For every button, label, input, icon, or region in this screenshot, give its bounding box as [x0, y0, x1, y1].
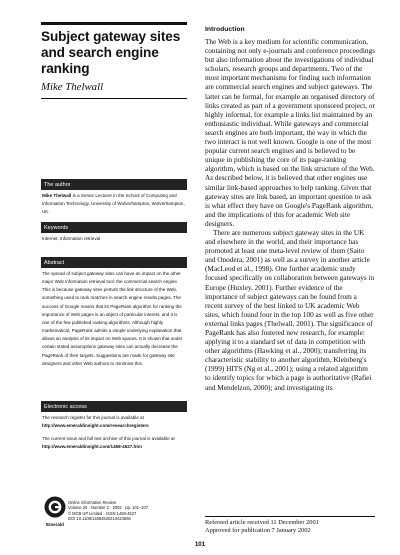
keywords-text: Internet, Information retrieval: [42, 236, 101, 241]
archive-link[interactable]: http://www.emeraldinsight.com/1468-4527.htm: [42, 444, 142, 450]
title-divider: [41, 98, 187, 99]
refereeing-approved: Approved for publication 7 January 2002: [205, 526, 311, 534]
electronic-access-section: [41, 401, 187, 452]
introduction-heading: Introduction: [205, 26, 245, 33]
footer-journal: Online Information Review: [68, 500, 117, 505]
introduction-paragraph-2: There are numerous subject gateway sites in the UK and elsewhere in the world, and their importance has promoted at least one meta-level review of them (Saito and Onodera, 2001) as well as a survey in another article (MacLeod et al., 1998). One further academic study focused specifically on collaboration between gateways in Europe (Huxley, 2001). Further evidence of the importance of subject gateways can be found from a recent survey of the best linked to UK academic Web sites, which found four in the top 100 as well as five other external links pages (Thelwall, 2001). The significance of PageRank has also fostered new research, for example: applying it to a standard set of data in competition with other algorithms (Hawking et al., 2000); transferring its characteristic stability to another algorithm, Kleinberg's (1999) HITS (Ng et al., 2001); using a related algorithm to identify topics for which a page is authoritative (Rafiei and Mendelzon, 2000); and investigating its: [205, 228, 375, 392]
keywords-heading: Keywords: [41, 222, 187, 233]
abstract-section: [41, 257, 187, 368]
journal-footer: [68, 500, 188, 522]
main-column: [205, 26, 375, 393]
title-block: [41, 22, 187, 99]
footer-volume: Volume 26 · Number 2 · 2002 · pp. 101–107: [68, 505, 149, 511]
author-section-heading: The author: [41, 179, 187, 190]
emerald-logo: [44, 495, 66, 533]
top-rule: [41, 22, 187, 25]
author-section: [41, 179, 187, 216]
emerald-logo-word: Emerald: [46, 522, 64, 527]
refereeing-note: [205, 519, 375, 534]
abstract-text: The spread of subject gateway sites can have an impact on the other major Web information retrieval tool: the commercial search engine. This is because gateway sites perturb the link structure of the Web, something used to rank matches in search engine results pages. The success of Google means that its PageRank algorithm for ranking the importance of Web pages is an object of particular interest, and it is one of the few published ranking algorithms. Although highly mathematical, PageRank admits a simple underlying explanation that allows an analysis of its impact on Web spaces. It is shown that under certain stated assumptions gateway sites can actually decrease the PageRank of their targets. Suggestions are made for gateway site designers and other Web authors to minimise this.: [42, 271, 183, 366]
footer-doi: DOI 10.1108/14684520210424566: [68, 516, 131, 522]
author-bio-text: is a Senior Lecturer in the School of Computing and Information Technology, University of Wolverhampton, Wolverhampton, UK.: [42, 193, 185, 215]
footer-copyright: © MCB UP Limited · ISSN 1468-4527: [68, 510, 137, 516]
research-register-text: The research register for this journal is available at: [42, 415, 144, 420]
refereeing-divider: [205, 516, 375, 517]
refereeing-received: Refereed article received 11 December 2001: [205, 519, 319, 526]
introduction-body: [205, 38, 375, 393]
keywords-section: [41, 222, 187, 243]
research-register-link[interactable]: http://www.emeraldinsight.com/researchregisters: [42, 423, 149, 429]
introduction-paragraph-1: The Web is a key medium for scientific communication, containing not only e-journals and conference proceedings but also information about the investigations of individual scholars, research groups and departments. Two of the most important mechanisms for finding such information are commercial search engines and subject gateways. The latter can be formal, for example an organised directory of links created as part of a government sponsored project, or highly informal, for example a links list maintained by an enthusiastic individual. While gateways and commercial search engines are both important, the way in which the two interact is not well known. Google is one of the most popular current search engines and is believed to be unique in publishing the core of its page-ranking algorithm, which is based on the link structure of the Web. As described below, it is believed that other engines use similar link-based approaches to help ranking. Given that gateway sites are link based, an important question to ask is what effect they have on Google's PageRank algorithm, and the implications of this for academic Web site designers.: [205, 38, 375, 228]
archive-text: The current issue and full text archive of this journal is available at: [42, 436, 175, 442]
page-number: 101: [194, 541, 206, 548]
electronic-access-body: [41, 412, 187, 452]
article-author: Mike Thelwall: [41, 81, 104, 93]
electronic-access-heading: Electronic access: [41, 401, 187, 412]
article-title: Subject gateway sites and search engine ranking: [41, 29, 181, 76]
author-bio-name: Mike Thelwall: [42, 193, 72, 198]
abstract-heading: Abstract: [41, 257, 187, 268]
emerald-logo-icon: [44, 495, 66, 521]
author-bio: [41, 190, 187, 216]
